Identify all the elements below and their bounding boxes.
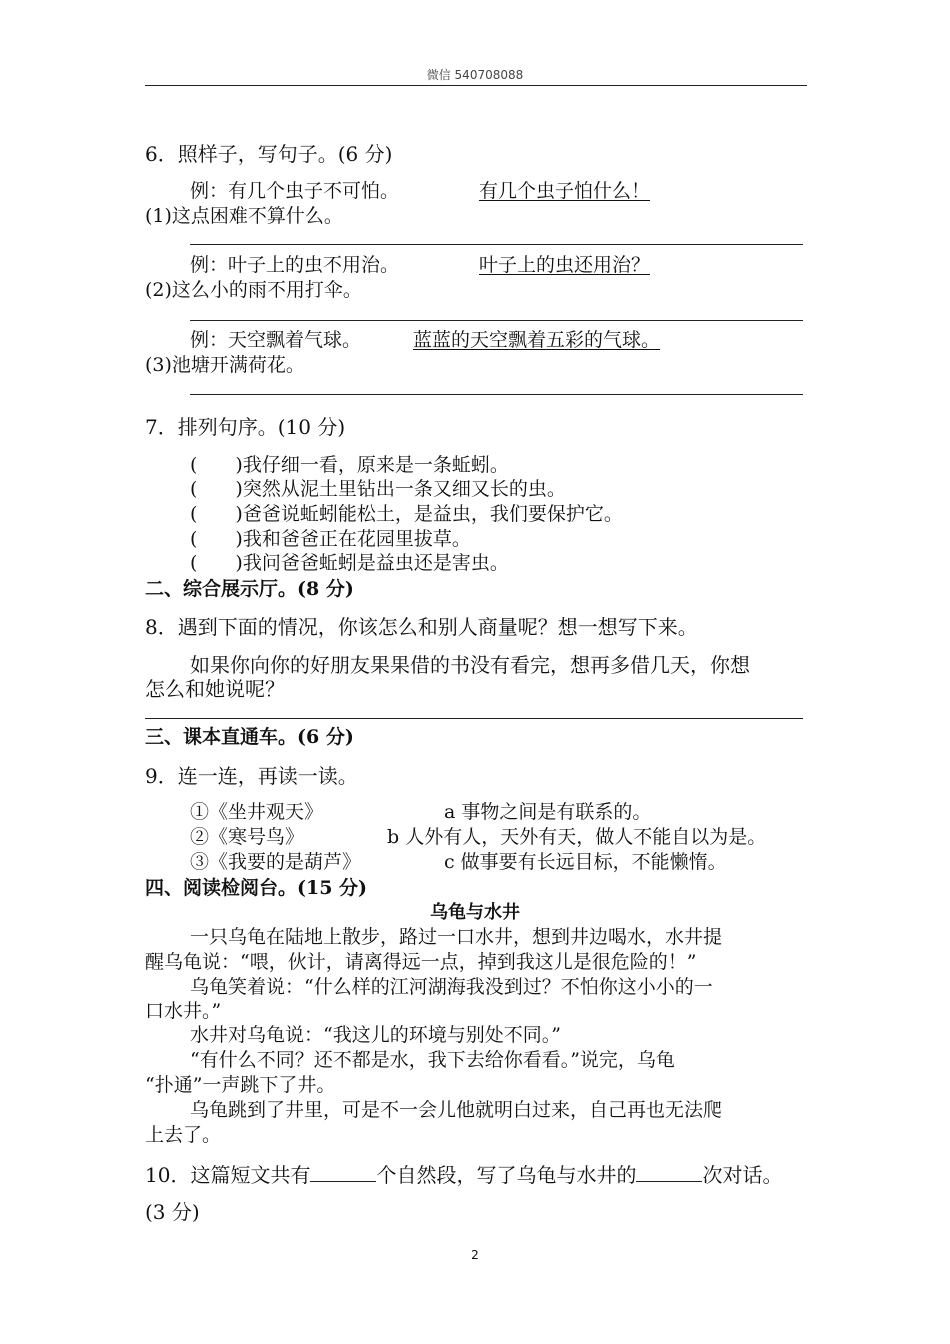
q10-question <box>145 1159 782 1188</box>
passage-line: “有什么不同？还不都是水，我下去给你看看。”说完，乌龟 <box>190 1049 675 1071</box>
passage-line: “扑通”一声跳下了井。 <box>145 1074 336 1096</box>
q9-title: 9．连一连，再读一读。 <box>145 764 358 788</box>
q6-item-3: (3)池塘开满荷花。 <box>145 354 305 376</box>
section-2-title: 二、综合展示厅。(8 分) <box>145 578 354 600</box>
q6-example-2: 例：叶子上的虫不用治。 <box>190 254 400 276</box>
passage-line: 醒乌龟说：“喂，伙计，请离得远一点，掉到我这儿是很危险的！” <box>145 951 697 973</box>
q6-item-1: (1)这点困难不算什么。 <box>145 205 343 227</box>
q6-answer-2: 叶子上的虫还用治？ <box>479 254 651 276</box>
q10-blank-paragraphs[interactable] <box>310 1163 376 1182</box>
q9-left-item: ②《寒号鸟》 <box>190 826 305 848</box>
q10-part-1: 10．这篇短文共有 <box>145 1163 311 1187</box>
q6-example-1: 例：有几个虫子不可怕。 <box>190 180 400 202</box>
q8-line-2: 怎么和她说呢？ <box>145 677 285 701</box>
q9-right-item: c 做事要有长远目标，不能懒惰。 <box>444 851 727 873</box>
q6-title: 6．照样子，写句子。(6 分) <box>145 142 393 166</box>
q10-blank-dialogues[interactable] <box>636 1163 702 1182</box>
q6-blank-1[interactable] <box>190 244 803 245</box>
passage-line: 乌龟跳到了井里，可是不一会儿他就明白过来，自己再也无法爬 <box>190 1099 723 1121</box>
q10-score: (3 分) <box>145 1200 200 1224</box>
q7-line: ( )我问爸爸蚯蚓是益虫还是害虫。 <box>190 552 509 574</box>
q10-part-3: 次对话。 <box>702 1163 783 1187</box>
q7-line: ( )我仔细一看，原来是一条蚯蚓。 <box>190 454 509 476</box>
section-3-title: 三、课本直通车。(6 分) <box>145 726 354 748</box>
passage-title: 乌龟与水井 <box>430 902 520 923</box>
passage-line: 水井对乌龟说：“我这儿的环境与别处不同。” <box>190 1024 561 1046</box>
header-rule <box>145 85 807 86</box>
q8-blank[interactable] <box>145 718 803 719</box>
q9-left-item: ③《我要的是葫芦》 <box>190 851 362 873</box>
q10-part-2: 个自然段，写了乌龟与水井的 <box>376 1163 637 1187</box>
q7-title: 7．排列句序。(10 分) <box>145 415 346 439</box>
q7-line: ( )爸爸说蚯蚓能松土，是益虫，我们要保护它。 <box>190 503 623 525</box>
q9-right-item: a 事物之间是有联系的。 <box>444 801 652 823</box>
q8-title: 8．遇到下面的情况，你该怎么和别人商量呢？想一想写下来。 <box>145 615 698 639</box>
q6-item-2: (2)这么小的雨不用打伞。 <box>145 279 362 301</box>
q6-blank-3[interactable] <box>190 394 803 395</box>
q6-answer-3: 蓝蓝的天空飘着五彩的气球。 <box>413 329 661 351</box>
q6-example-3: 例：天空飘着气球。 <box>190 329 362 351</box>
passage-line: 口水井。” <box>145 1000 222 1022</box>
passage-line: 乌龟笑着说：“什么样的江河湖海我没到过？不怕你这小小的一 <box>190 976 713 998</box>
page-number: 2 <box>471 1248 479 1262</box>
q9-left-item: ①《坐井观天》 <box>190 801 324 823</box>
header-text: 微信 540708088 <box>426 68 524 82</box>
section-4-title: 四、阅读检阅台。(15 分) <box>145 877 368 899</box>
passage-line: 一只乌龟在陆地上散步，路过一口水井，想到井边喝水，水井提 <box>190 926 723 948</box>
q8-line-1: 如果你向你的好朋友果果借的书没有看完，想再多借几天，你想 <box>190 653 750 677</box>
passage-line: 上去了。 <box>145 1124 222 1146</box>
q9-right-item: b 人外有人，天外有天，做人不能自以为是。 <box>387 826 767 848</box>
q6-answer-1: 有几个虫子怕什么！ <box>479 180 651 202</box>
q7-line: ( )突然从泥土里钻出一条又细又长的虫。 <box>190 478 566 500</box>
q7-line: ( )我和爸爸正在花园里拔草。 <box>190 528 471 550</box>
q6-blank-2[interactable] <box>190 320 803 321</box>
